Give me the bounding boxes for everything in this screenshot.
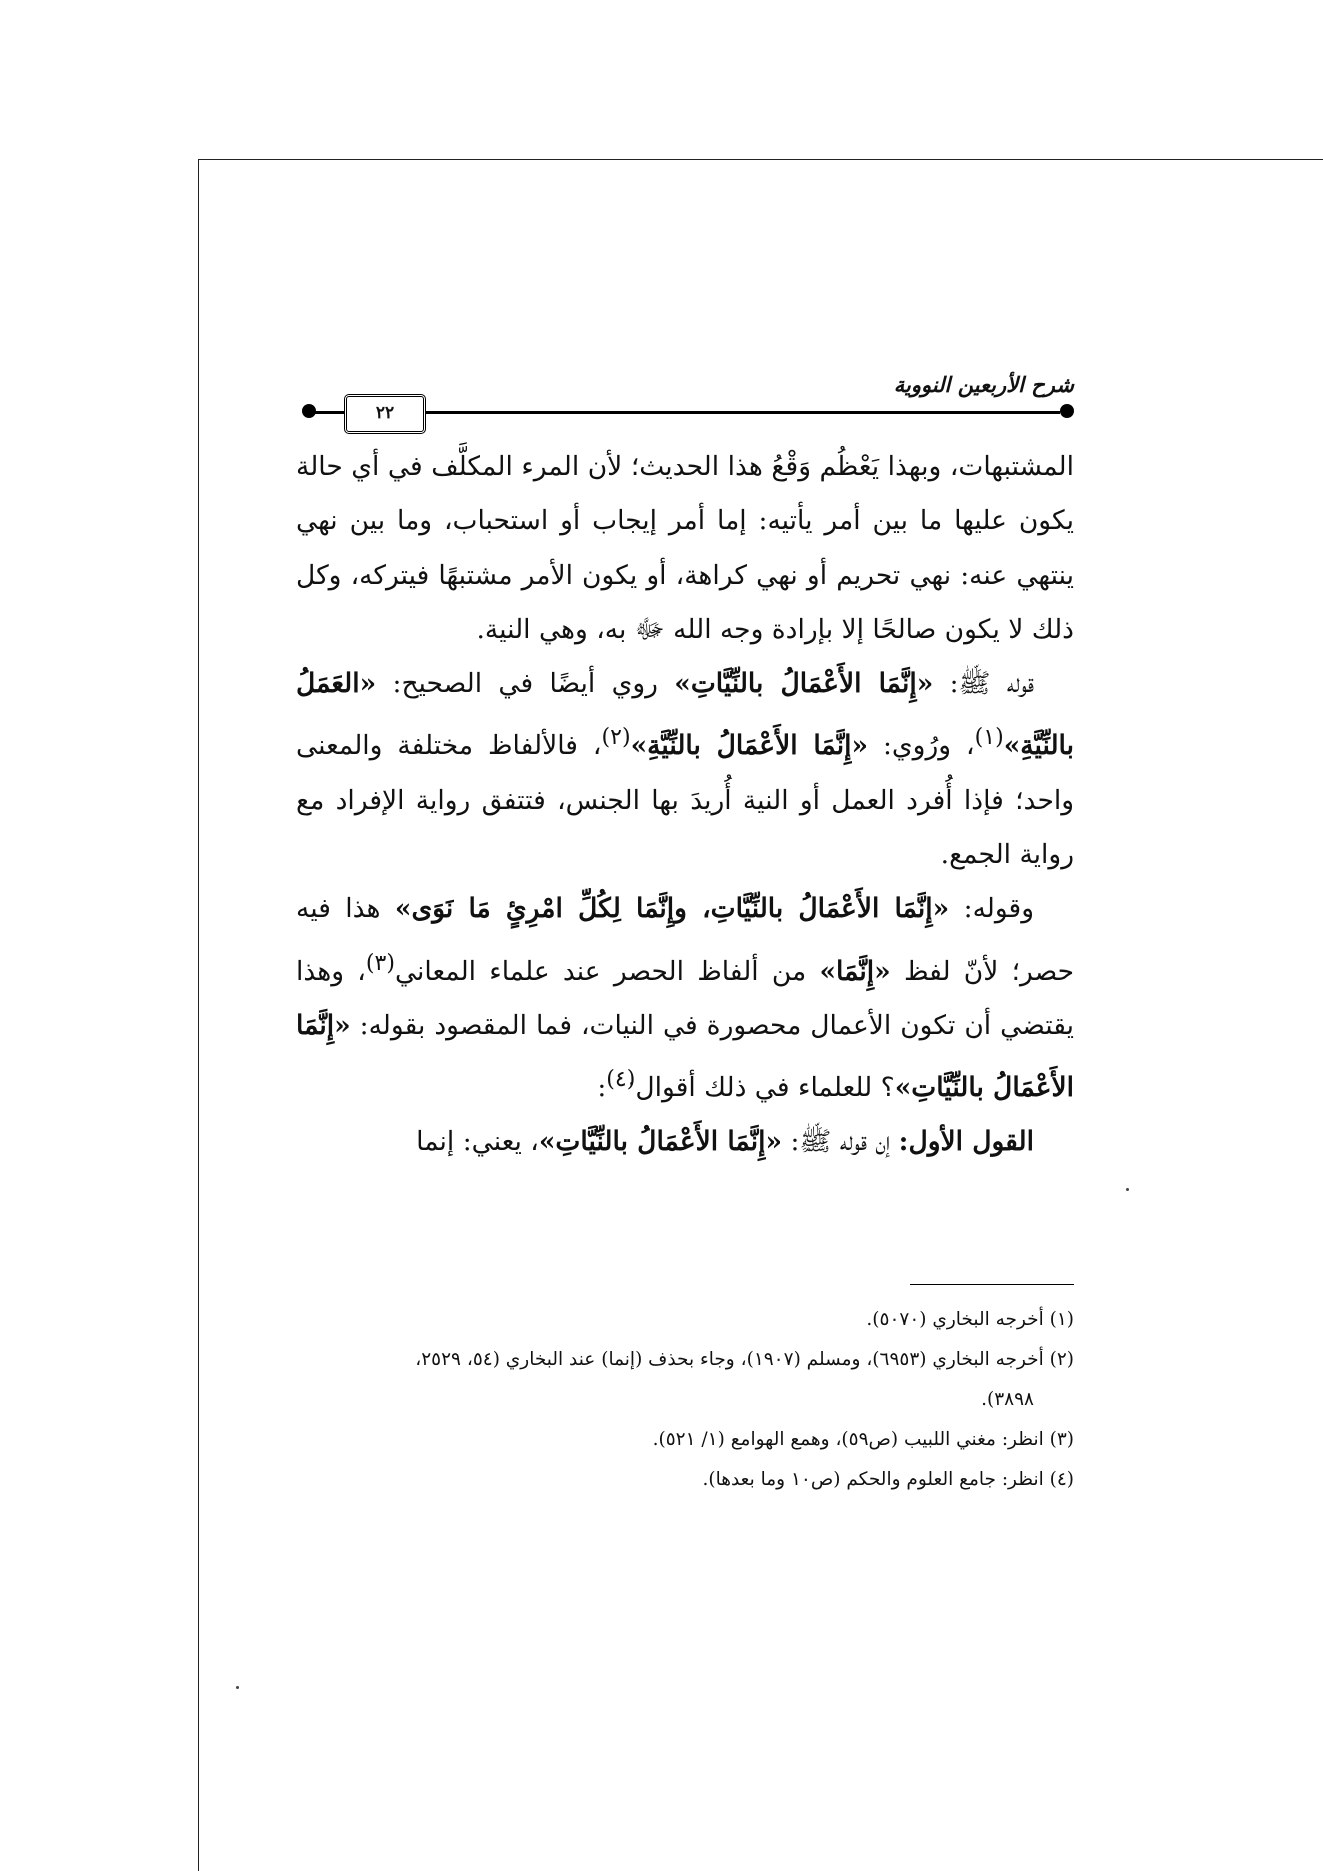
header-ornament-right [1060,404,1074,418]
footnote-4: (٤) انظر: جامع العلوم والحكم (ص١٠ وما بعدها). [702,1469,1074,1490]
scan-speck [236,1686,239,1689]
header-ornament-left [302,404,316,418]
paragraph-1: المشتبهات، وبهذا يَعْظُم وَقْعُ هذا الحديث؛ لأن المرء المكلَّف في أي حالة يكون عليها ما بين أمر يأتيه: إما أمر إيجاب أو استحباب، وما بين نهي ينتهي عنه: نهي تحريم أو نهي كراهة، أو يكون الأمر مشتبهًا فيتركه، وكل ذلك لا يكون صالحًا إلا بإرادة وجه الله ﷻ به، وهي النية. [296,451,1074,645]
footnote-separator [910,1284,1074,1285]
scan-frame-left-edge [198,159,199,1871]
main-text [296,440,1074,1169]
hadith-quote: «إِنَّمَا الأَعْمَالُ بالنِّيَّاتِ، وإِنَّمَا لِكُلِّ امْرِئٍ مَا نَوَى» [394,893,950,925]
paragraph-4: القول الأول: إن قوله ﷺ: «إِنَّمَا الأَعْمَالُ بالنِّيَّاتِ»، يعني: إنما [416,1126,1034,1158]
footnote-2-continuation: ٣٨٩٨). [981,1389,1034,1410]
hadith-quote: «إِنَّمَا الأَعْمَالُ بالنِّيَّةِ» [630,730,869,762]
footnote-ref: (١) [974,725,1004,751]
footnote-ref: (٢) [601,725,631,751]
hadith-quote: «إِنَّمَا» [819,955,891,987]
section-label: القول الأول: [898,1126,1034,1158]
hadith-quote: «إِنَّمَا الأَعْمَالُ بالنِّيَّاتِ» [538,1126,783,1158]
footnotes [296,1300,1074,1500]
footnote-ref: (٣) [365,950,395,976]
hadith-quote: «العَمَلُ بالنِّيَّةِ» [296,668,1074,762]
paragraph-3: وقوله: «إِنَّمَا الأَعْمَالُ بالنِّيَّاتِ، وإِنَّمَا لِكُلِّ امْرِئٍ مَا نَوَى» هذا فيه حصر؛ لأنّ لفظ «إِنَّمَا» من ألفاظ الحصر عند علماء المعاني$^{(٣)}$، وهذا يقتضي أن تكون الأعمال محصورة في النيات، فما المقصود بقوله: «إِنَّمَا الأَعْمَالُ بالنِّيَّاتِ»؟ للعلماء في ذلك أقوال$^{(٤)}$: [296,893,1074,1103]
footnote-ref: (٤) [606,1066,636,1092]
scan-frame-top-edge [198,159,1323,160]
footnote-2: (٢) أخرجه البخاري (٦٩٥٣)، ومسلم (١٩٠٧)، وجاء بحذف (إنما) عند البخاري (٥٤، ٢٥٢٩، [415,1349,1074,1370]
footnote-1: (١) أخرجه البخاري (٥٠٧٠). [866,1309,1074,1330]
hadith-quote: «إِنَّمَا الأَعْمَالُ بالنِّيَّاتِ» [674,668,934,700]
scan-speck [1126,1188,1129,1191]
book-title: شرح الأربعين النووية [893,372,1074,397]
footnote-3: (٣) انظر: مغني اللبيب (ص٥٩)، وهمع الهوامع (١/ ٥٢١). [652,1429,1074,1450]
hadith-quote: «إِنَّمَا الأَعْمَالُ بالنِّيَّاتِ» [296,1009,1074,1103]
paragraph-2: قوله ﷺ: «إِنَّمَا الأَعْمَالُ بالنِّيَّاتِ» روي أيضًا في الصحيح: «العَمَلُ بالنِّيَّةِ»$^{(١)}$، ورُوي: «إِنَّمَا الأَعْمَالُ بالنِّيَّةِ»$^{(٢)}$، فالألفاظ مختلفة والمعنى واحد؛ فإذا أُفرد العمل أو النية أُريدَ بها الجنس، فتتفق رواية الإفراد مع رواية الجمع. [296,668,1074,870]
running-header [296,372,1074,434]
page-number: ٢٢ [344,394,426,434]
